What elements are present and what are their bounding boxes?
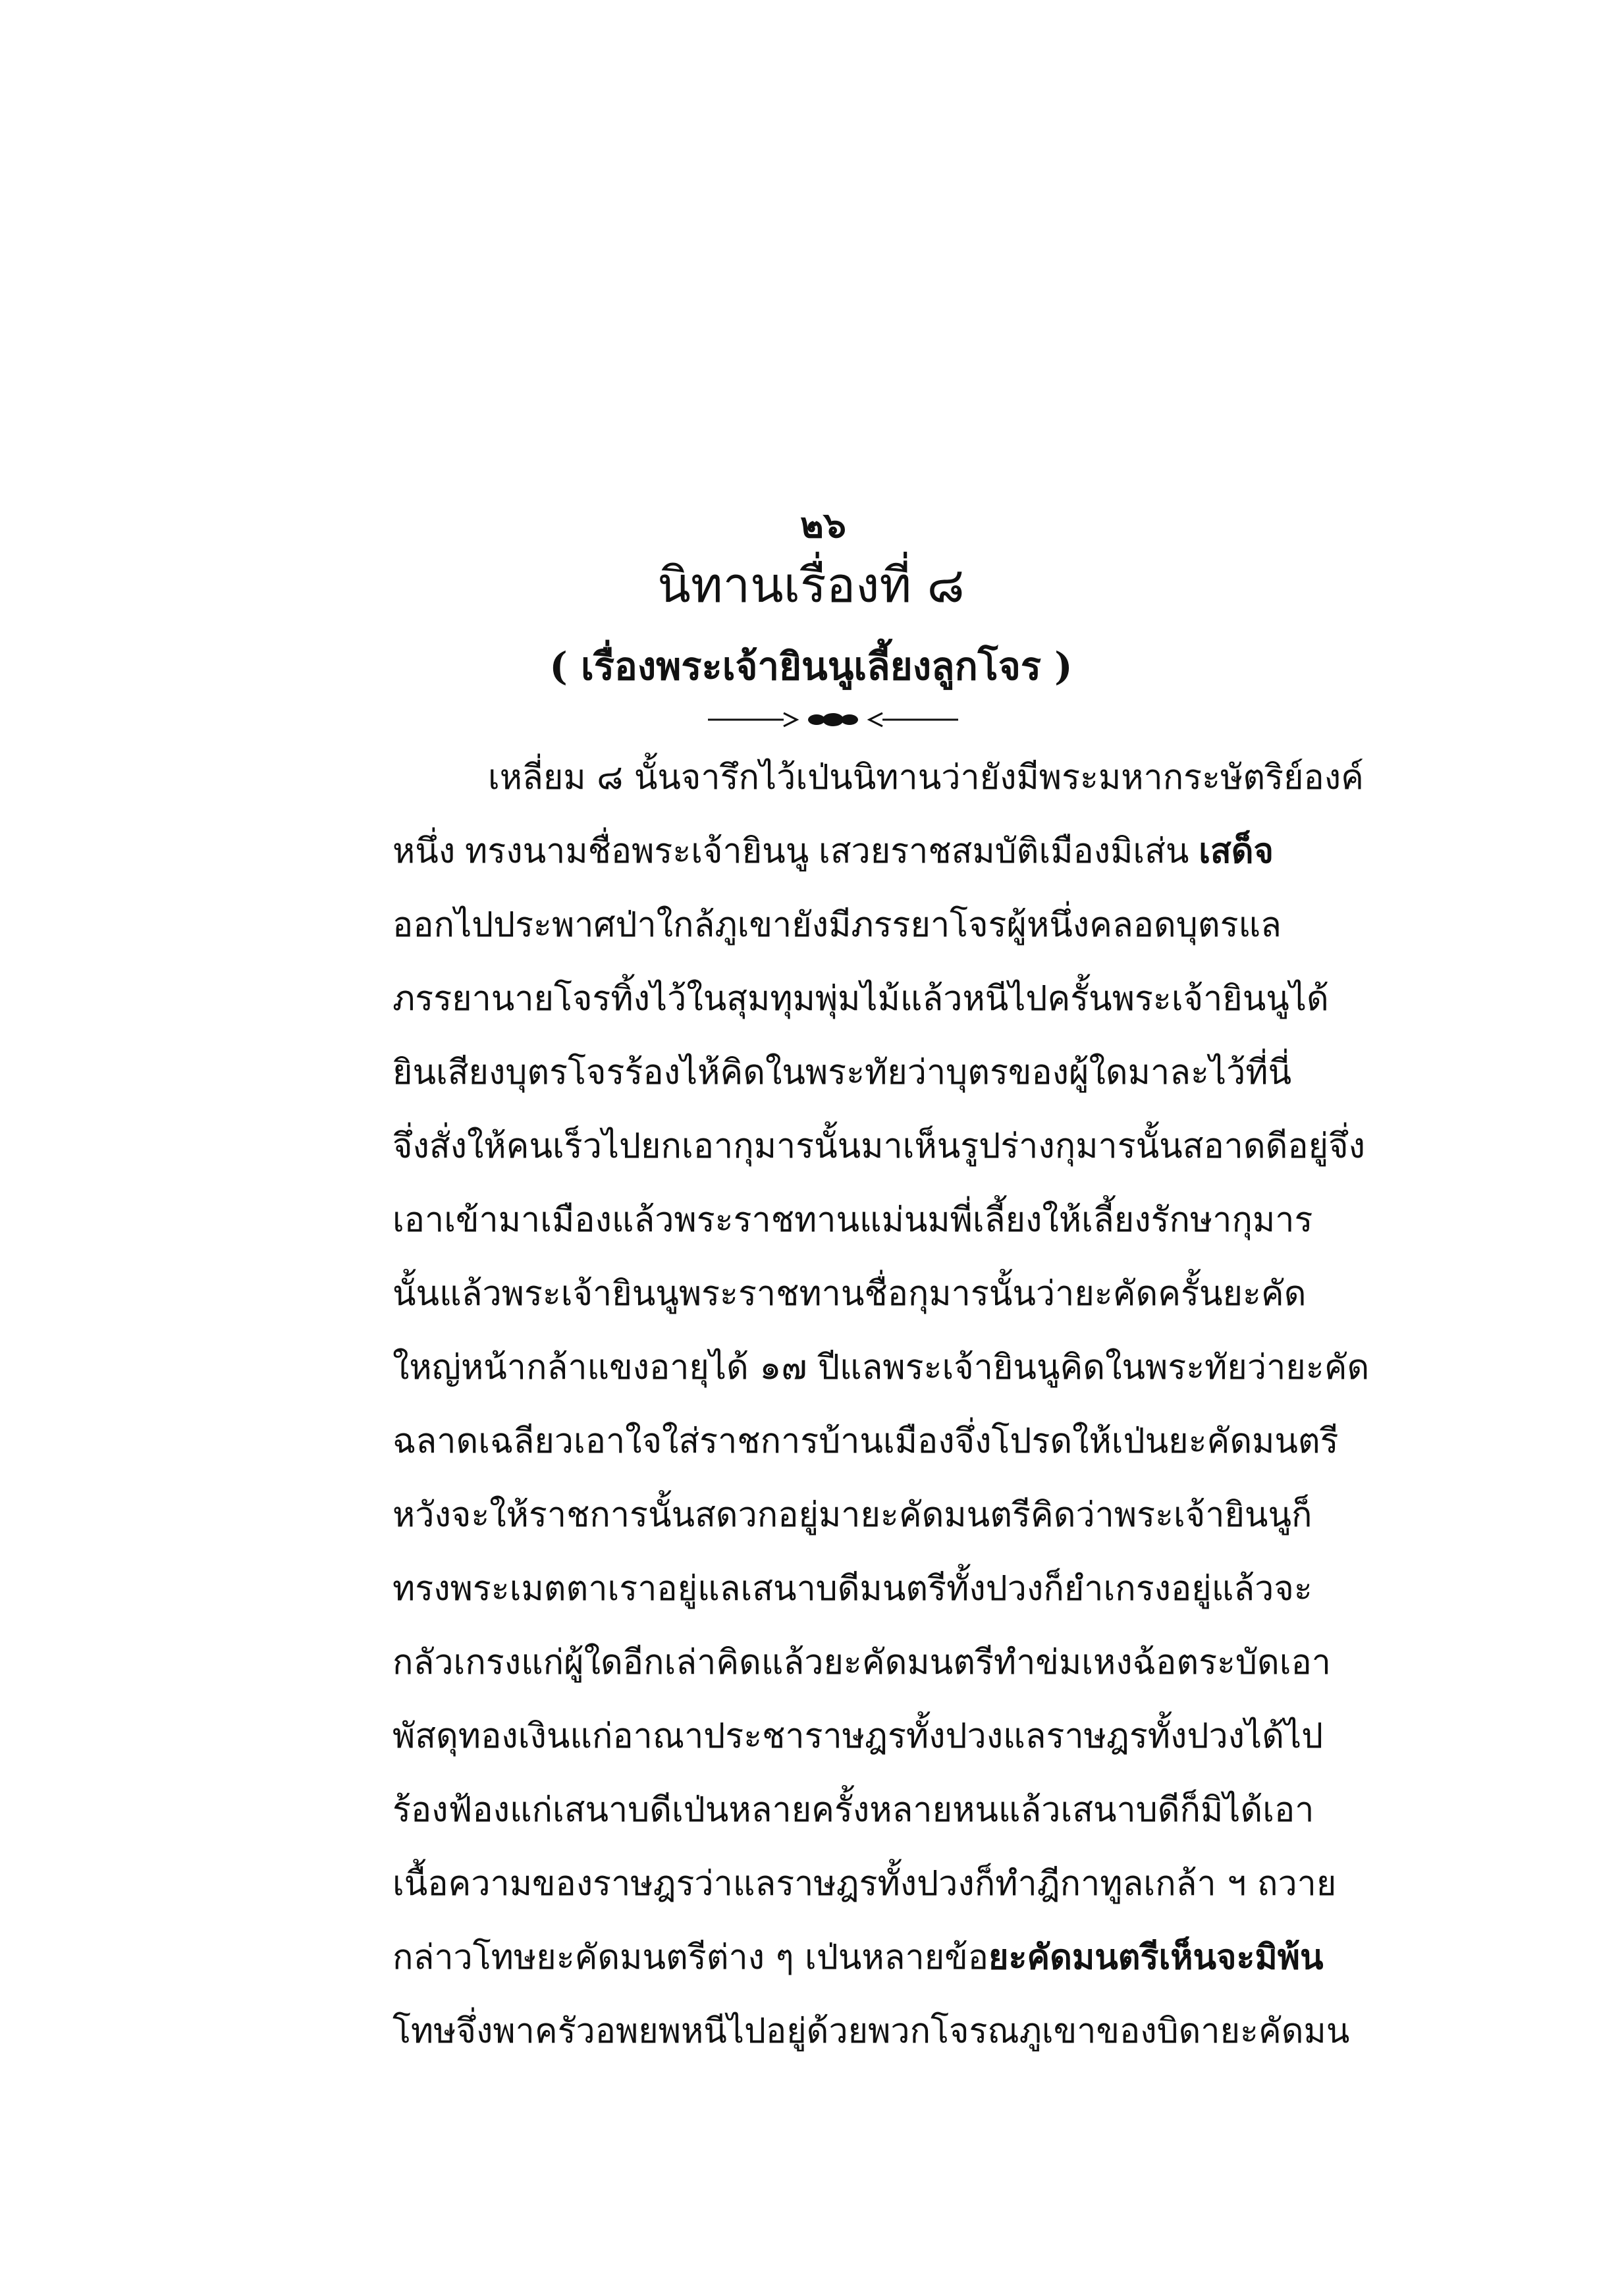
text-line bbox=[392, 1036, 1292, 1109]
text-line bbox=[392, 1994, 1350, 2068]
text-line bbox=[392, 1921, 1324, 1994]
line-segment: โทษ bbox=[392, 2012, 456, 2051]
line-segment: แลเสนาบดีมนตรีทั้งปวงก็ยำเกรงอยู่แล้ว bbox=[697, 1569, 1274, 1609]
line-segment: ออกไปประพาศป่าใกล้ภูเขา bbox=[392, 905, 792, 945]
line-segment: กล่าวโทษยะคัดมนตรีต่าง ๆ เป่นหลายข้อ bbox=[392, 1938, 988, 1977]
line-segment: แล bbox=[1238, 905, 1282, 945]
text-line bbox=[392, 1109, 1365, 1183]
line-segment: ร้องฟ้องแก่เสนาบดีเป่นหลายครั้งหลายหนแล้ว bbox=[392, 1790, 1061, 1830]
line-segment: คิดในพระทัยว่าบุตรของผู้ใดมาละไว้ที่นี่ bbox=[720, 1053, 1292, 1092]
line-segment: ทรงพระเมตตาเราอยู่ bbox=[392, 1569, 698, 1609]
line-segment: เห็นรูปร่างกุมารนั้นสอาดดีอยู่จึ่ง bbox=[902, 1127, 1365, 1166]
line-segment: ยะคัด bbox=[1285, 1348, 1370, 1387]
line-segment: แล้วพระเจ้ายินนูพระราชทานชื่อกุมารนั้นว่า bbox=[439, 1274, 1075, 1314]
page-number: ๒๖ bbox=[800, 504, 846, 546]
story-text bbox=[392, 741, 1370, 2068]
line-segment: จึ่งสั่งให้คนเร็วไปยกเอากุมารนั้นมา bbox=[392, 1127, 903, 1166]
text-line bbox=[392, 1626, 1331, 1699]
text-line bbox=[392, 814, 1274, 888]
line-segment: เนื้อความของราษฎรว่า bbox=[392, 1864, 733, 1904]
line-segment: จะ bbox=[1274, 1569, 1312, 1609]
line-segment: ครั้นยะคัด bbox=[1158, 1274, 1307, 1314]
line-segment: จึ่งพาครัวอพยพหนีไปอยู่ด้วยพวกโจรณภูเขาของบิดายะคัดมน bbox=[456, 2012, 1350, 2051]
text-line bbox=[392, 741, 1364, 814]
line-segment: ทรงนามชื่อพระเจ้ายินนู bbox=[464, 832, 809, 871]
text-line bbox=[392, 962, 1329, 1036]
line-segment: พัสดุทองเงินแก่อาณาประชาราษฎรทั้งปวง bbox=[392, 1717, 1004, 1756]
text-line bbox=[392, 1257, 1307, 1331]
line-segment: เอาเข้ามาเมือง bbox=[392, 1200, 612, 1240]
line-segment: แล้วพระราชทานแม่นมพี่เลี้ยงให้เลี้ยงรักษากุมาร bbox=[611, 1200, 1313, 1240]
story-title: นิทานเรื่องที่ ๘ bbox=[657, 557, 965, 614]
title-divider-ornament bbox=[701, 703, 965, 736]
line-segment: แลราษฎรทั้งปวงได้ไป bbox=[1003, 1717, 1324, 1756]
text-line bbox=[392, 1699, 1324, 1773]
line-segment: เสด็จ bbox=[1199, 831, 1274, 871]
line-segment: หวังจะให้ราชการนั้นสดวก bbox=[392, 1495, 778, 1535]
text-line bbox=[392, 1847, 1337, 1921]
line-segment: ยังมีพระมหากระษัตริย์องค์ bbox=[979, 758, 1364, 797]
line-segment: ฉลาดเฉลียวเอาใจใส่ราชการบ้านเมือง bbox=[392, 1422, 955, 1461]
line-segment: เสนาบดีก็มิได้เอา bbox=[1060, 1790, 1314, 1830]
line-segment: ยะคัดมนตรีเห็นจะมิพ้น bbox=[988, 1937, 1324, 1977]
line-segment: ยังมีภรรยาโจรผู้หนึ่งคลอดบุตร bbox=[792, 905, 1239, 945]
text-line bbox=[392, 1331, 1370, 1404]
line-segment: แลพระเจ้ายินนูคิดในพระทัยว่า bbox=[840, 1348, 1286, 1387]
line-segment: จึ่งโปรดให้เป่นยะคัดมนตรี bbox=[954, 1422, 1339, 1461]
line-segment: เสวยราชสมบัติเมืองมิเส่น bbox=[819, 832, 1189, 871]
text-line bbox=[392, 1773, 1314, 1847]
line-segment: เหลี่ยม ๘ นั้นจารึกไว้เป่นนิทานว่า bbox=[488, 758, 980, 797]
text-line bbox=[392, 1183, 1313, 1257]
line-segment: ยะคัด bbox=[1074, 1274, 1158, 1314]
line-segment: ภรรยานายโจรทิ้งไว้ในสุมทุมพุ่มไม้แล้วหนีไป bbox=[392, 979, 1048, 1019]
text-line bbox=[392, 1478, 1312, 1552]
line-segment: แลราษฎรทั้งปวงก็ทำฎีกาทูลเกล้า ฯ ถวาย bbox=[732, 1864, 1337, 1904]
line-segment: กลัวเกรงแก่ผู้ใดอีกเล่า bbox=[392, 1643, 716, 1682]
line-segment: ใหญ่หน้ากล้าแขงอายุได้ ๑๗ ปี bbox=[392, 1348, 840, 1387]
line-segment: คิดแล้วยะคัดมนตรีทำข่มเหงฉ้อตระบัดเอา bbox=[716, 1643, 1331, 1682]
line-segment: นั้น bbox=[392, 1274, 440, 1314]
line-segment: หนึ่ง bbox=[392, 832, 456, 871]
text-line bbox=[392, 1404, 1339, 1478]
story-subtitle: ( เรื่องพระเจ้ายินนูเลี้ยงลูกโจร ) bbox=[549, 644, 1073, 689]
line-segment: ครั้นพระเจ้ายินนูได้ bbox=[1047, 979, 1329, 1019]
line-segment: ยินเสียงบุตรโจรร้องไห้ bbox=[392, 1053, 720, 1092]
line-segment: พระเจ้ายินนูก็ bbox=[1114, 1495, 1312, 1535]
line-segment: อยู่มายะคัดมนตรีคิดว่า bbox=[778, 1495, 1114, 1535]
text-line bbox=[392, 888, 1282, 962]
text-line bbox=[392, 1552, 1312, 1626]
